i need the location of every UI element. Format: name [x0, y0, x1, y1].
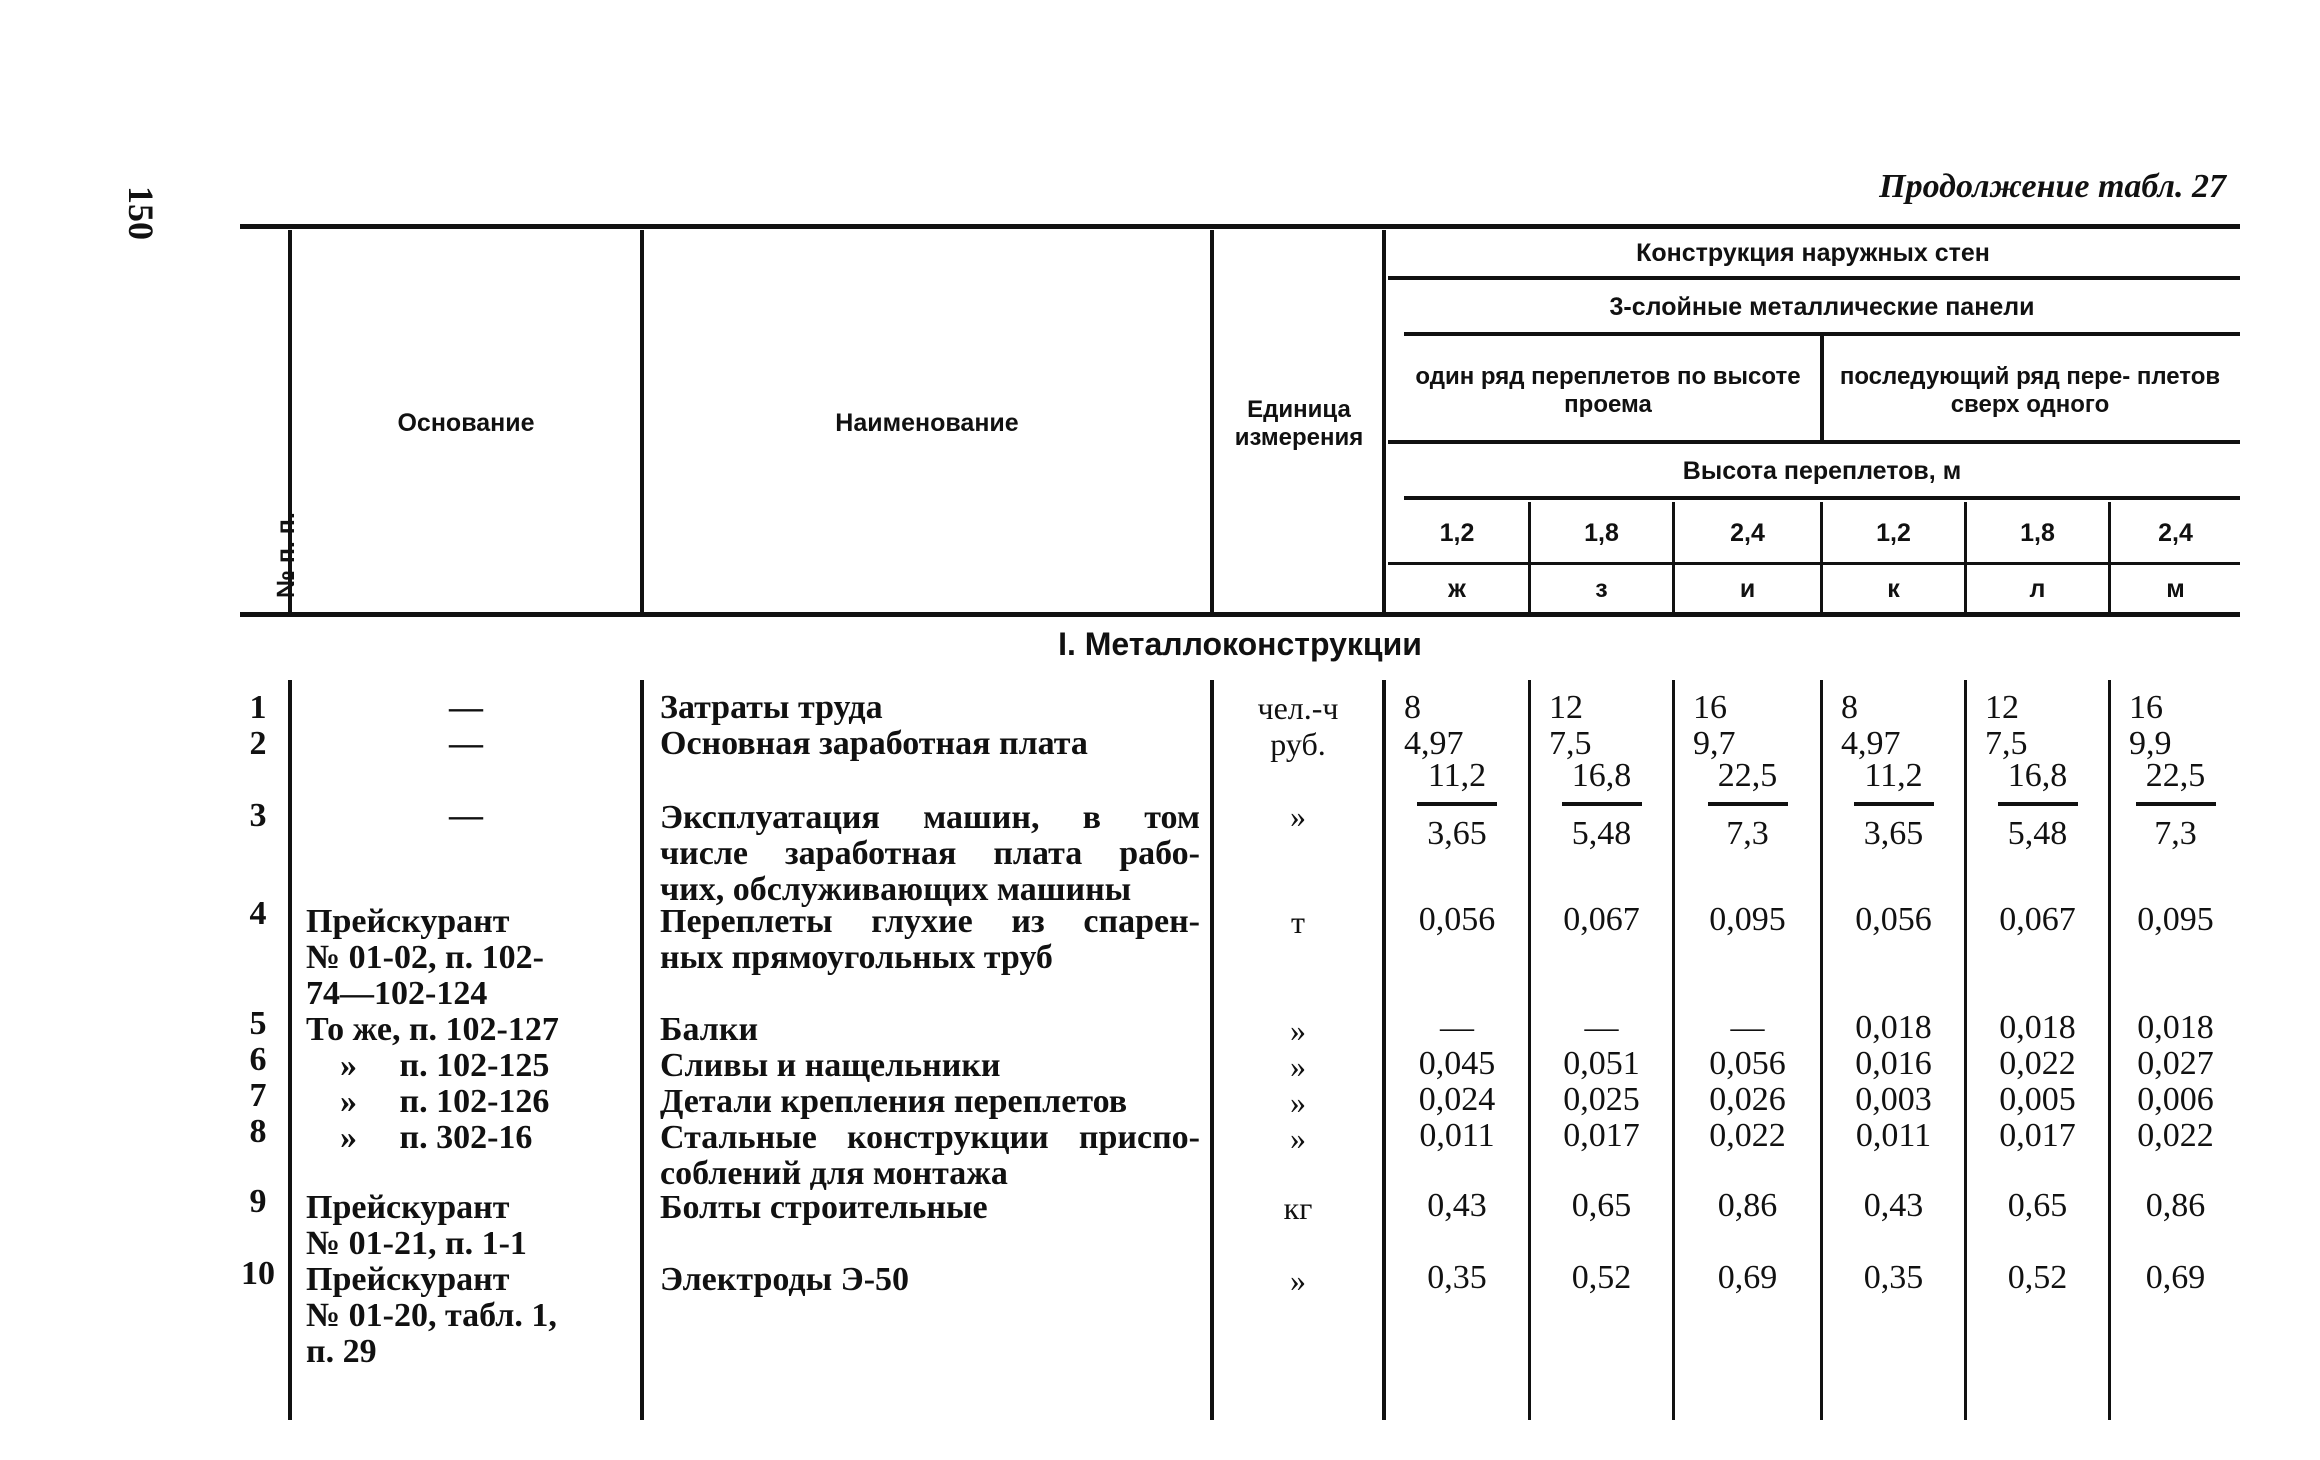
cell-value: 0,022 — [1999, 1045, 2076, 1082]
header-basis: Основание — [397, 409, 535, 437]
cell-value: 0,067 — [1999, 901, 2076, 938]
fraction-bar — [1417, 802, 1497, 806]
cell-value: 4,97 — [1841, 725, 1901, 762]
row-basis: Прейскурант — [306, 1261, 510, 1298]
row-unit: кг — [1283, 1190, 1313, 1226]
row-unit: руб. — [1270, 726, 1326, 762]
row-number: 9 — [249, 1183, 267, 1220]
row-name: Затраты труда — [660, 689, 883, 726]
cell-value: 0,35 — [1863, 1259, 1924, 1296]
cell-value: 8 — [1404, 689, 1421, 726]
row-basis: Прейскурант — [306, 903, 510, 940]
row-name: Переплеты глухие из спарен- — [660, 903, 1200, 940]
cell-value: 0,056 — [1709, 1045, 1786, 1082]
fraction-denominator: 5,48 — [2007, 815, 2068, 852]
height-value: 1,2 — [1439, 519, 1475, 547]
cell-value: 0,43 — [1863, 1187, 1924, 1224]
column-letter: ж — [1448, 575, 1466, 603]
row-unit: » — [1290, 1084, 1306, 1120]
fraction-bar — [2136, 802, 2216, 806]
page-number: 150 — [121, 186, 161, 240]
fraction-value — [2111, 756, 2240, 854]
fraction-denominator: 7,3 — [1726, 815, 1769, 852]
row-number: 8 — [249, 1113, 267, 1150]
cell-value: 0,025 — [1563, 1081, 1640, 1118]
row-number: 4 — [249, 895, 267, 932]
cell-value: — — [1440, 1009, 1474, 1046]
cell-value: 0,095 — [1709, 901, 1786, 938]
header-row-number: № п. п. — [272, 512, 300, 598]
row-unit: » — [1290, 1012, 1306, 1048]
cell-value: 0,018 — [2137, 1009, 2214, 1046]
row-basis: — — [449, 797, 483, 834]
row-basis: № 01-21, п. 1-1 — [306, 1225, 527, 1262]
fraction-numerator: 11,2 — [1427, 757, 1487, 794]
cell-value: 7,5 — [1985, 725, 2028, 762]
cell-value: 0,027 — [2137, 1045, 2214, 1082]
cell-value: 0,056 — [1855, 901, 1932, 938]
row-name: чих, обслуживающих машины — [660, 871, 1132, 908]
cell-value: 0,056 — [1418, 901, 1496, 938]
row-unit: » — [1290, 1120, 1306, 1156]
row-basis: — — [449, 725, 483, 762]
header-unit: Единица измерения — [1234, 396, 1364, 451]
height-value: 1,8 — [2020, 519, 2055, 547]
row-number: 7 — [249, 1077, 267, 1114]
cell-value: 0,067 — [1563, 901, 1640, 938]
cell-value: — — [1584, 1009, 1619, 1046]
row-number: 1 — [249, 689, 267, 726]
cell-value: 0,69 — [1717, 1259, 1778, 1296]
fraction-numerator: 16,8 — [1571, 757, 1632, 794]
cell-value: 9,9 — [2129, 725, 2172, 762]
row-number: 10 — [241, 1255, 275, 1292]
section-title: I. Металлоконструкции — [1058, 626, 1422, 662]
cell-value: 16 — [1693, 689, 1727, 726]
header-group-two: последующий ряд пере- плетов сверх одного — [1839, 363, 2221, 418]
fraction-denominator: 3,65 — [1427, 815, 1487, 852]
cell-value: 0,52 — [1571, 1259, 1632, 1296]
cell-value: 4,97 — [1404, 725, 1464, 762]
row-unit: » — [1290, 798, 1306, 834]
height-value: 1,2 — [1876, 519, 1911, 547]
fraction-numerator: 22,5 — [2145, 757, 2206, 794]
cell-value: 0,024 — [1418, 1081, 1496, 1118]
row-name: Детали крепления переплетов — [660, 1083, 1128, 1120]
fraction-denominator: 3,65 — [1863, 815, 1924, 852]
row-name: ных прямоугольных труб — [660, 939, 1053, 976]
fraction-value — [1823, 756, 1964, 854]
row-name: Эксплуатация машин, в том — [660, 799, 1200, 836]
cell-value: 0,011 — [1855, 1117, 1932, 1154]
cell-value: 0,35 — [1427, 1259, 1487, 1296]
row-name: Балки — [660, 1011, 759, 1048]
cell-value: 0,051 — [1563, 1045, 1640, 1082]
height-value: 2,4 — [1730, 519, 1765, 547]
cell-value: 12 — [1549, 689, 1583, 726]
row-basis: — — [449, 689, 483, 726]
row-number: 3 — [249, 797, 267, 834]
cell-value: 12 — [1985, 689, 2019, 726]
row-basis: » п. 302-16 — [340, 1119, 533, 1156]
cell-value: 0,005 — [1999, 1081, 2076, 1118]
column-letter: з — [1595, 575, 1608, 603]
cell-value: 0,006 — [2137, 1081, 2214, 1118]
row-unit: чел.-ч — [1257, 690, 1339, 726]
cell-value: 0,018 — [1999, 1009, 2076, 1046]
header-construction: Конструкция наружных стен — [1636, 239, 1990, 267]
row-number: 6 — [249, 1041, 267, 1078]
row-basis: п. 29 — [306, 1333, 377, 1370]
row-number: 2 — [249, 725, 267, 762]
cell-value: 0,011 — [1419, 1117, 1495, 1154]
fraction-bar — [1998, 802, 2078, 806]
row-name: Основная заработная плата — [660, 725, 1088, 762]
cell-value: 0,65 — [2007, 1187, 2068, 1224]
cell-value: 0,017 — [1563, 1117, 1640, 1154]
fraction-numerator: 16,8 — [2007, 757, 2068, 794]
cell-value: 0,003 — [1855, 1081, 1932, 1118]
cell-value: 0,52 — [2007, 1259, 2068, 1296]
cell-value: 0,022 — [2137, 1117, 2214, 1154]
cell-value: 9,7 — [1693, 725, 1736, 762]
height-value: 1,8 — [1584, 519, 1619, 547]
row-unit: » — [1290, 1048, 1306, 1084]
cell-value: 16 — [2129, 689, 2163, 726]
cell-value: 0,026 — [1709, 1081, 1786, 1118]
fraction-value — [1386, 756, 1528, 854]
row-name: Стальные конструкции приспо- — [660, 1119, 1200, 1156]
row-name: Сливы и нащельники — [660, 1047, 1001, 1084]
cell-value: — — [1730, 1009, 1765, 1046]
row-basis: № 01-20, табл. 1, — [306, 1297, 557, 1334]
fraction-value — [1967, 756, 2108, 854]
fraction-numerator: 11,2 — [1864, 757, 1923, 794]
cell-value: 0,045 — [1418, 1045, 1496, 1082]
row-basis: То же, п. 102-127 — [306, 1011, 559, 1048]
cell-value: 7,5 — [1549, 725, 1592, 762]
cell-value: 8 — [1841, 689, 1858, 726]
row-unit: » — [1290, 1262, 1306, 1298]
header-group-one: один ряд переплетов по высоте проема — [1415, 363, 1801, 418]
height-value: 2,4 — [2158, 519, 2193, 547]
row-number: 5 — [249, 1005, 267, 1042]
cell-value: 0,018 — [1855, 1009, 1932, 1046]
row-basis: Прейскурант — [306, 1189, 510, 1226]
row-basis: » п. 102-125 — [340, 1047, 550, 1084]
column-letter: и — [1739, 575, 1756, 603]
row-unit: т — [1291, 904, 1305, 940]
cell-value: 0,016 — [1855, 1045, 1932, 1082]
row-name: Электроды Э-50 — [660, 1261, 910, 1298]
cell-value: 0,69 — [2145, 1259, 2206, 1296]
cell-value: 0,65 — [1571, 1187, 1632, 1224]
fraction-bar — [1562, 802, 1642, 806]
row-basis: № 01-02, п. 102- — [306, 939, 544, 976]
header-name: Наименование — [835, 409, 1019, 437]
fraction-bar — [1708, 802, 1788, 806]
fraction-denominator: 5,48 — [1571, 815, 1632, 852]
row-basis: » п. 102-126 — [340, 1083, 550, 1120]
fraction-numerator: 22,5 — [1717, 757, 1778, 794]
header-panels: 3-слойные металлические панели — [1609, 293, 2035, 321]
cell-value: 0,86 — [2145, 1187, 2206, 1224]
row-name: Болты строительные — [660, 1189, 988, 1226]
fraction-value — [1675, 756, 1820, 854]
row-name: соблений для монтажа — [660, 1155, 1008, 1192]
row-name: числе заработная плата рабо- — [660, 835, 1200, 872]
cell-value: 0,022 — [1709, 1117, 1786, 1154]
cell-value: 0,095 — [2137, 901, 2214, 938]
column-letter: м — [2166, 575, 2185, 603]
cell-value: 0,86 — [1717, 1187, 1778, 1224]
cell-value: 0,43 — [1427, 1187, 1487, 1224]
header-height: Высота переплетов, м — [1682, 457, 1962, 485]
column-letter: к — [1887, 575, 1900, 603]
row-basis: 74—102-124 — [306, 975, 488, 1012]
cell-value: 0,017 — [1999, 1117, 2076, 1154]
fraction-bar — [1854, 802, 1934, 806]
fraction-denominator: 7,3 — [2154, 815, 2197, 852]
column-letter: л — [2029, 575, 2046, 603]
continuation-title: Продолжение табл. 27 — [1879, 168, 2226, 205]
fraction-value — [1531, 756, 1672, 854]
